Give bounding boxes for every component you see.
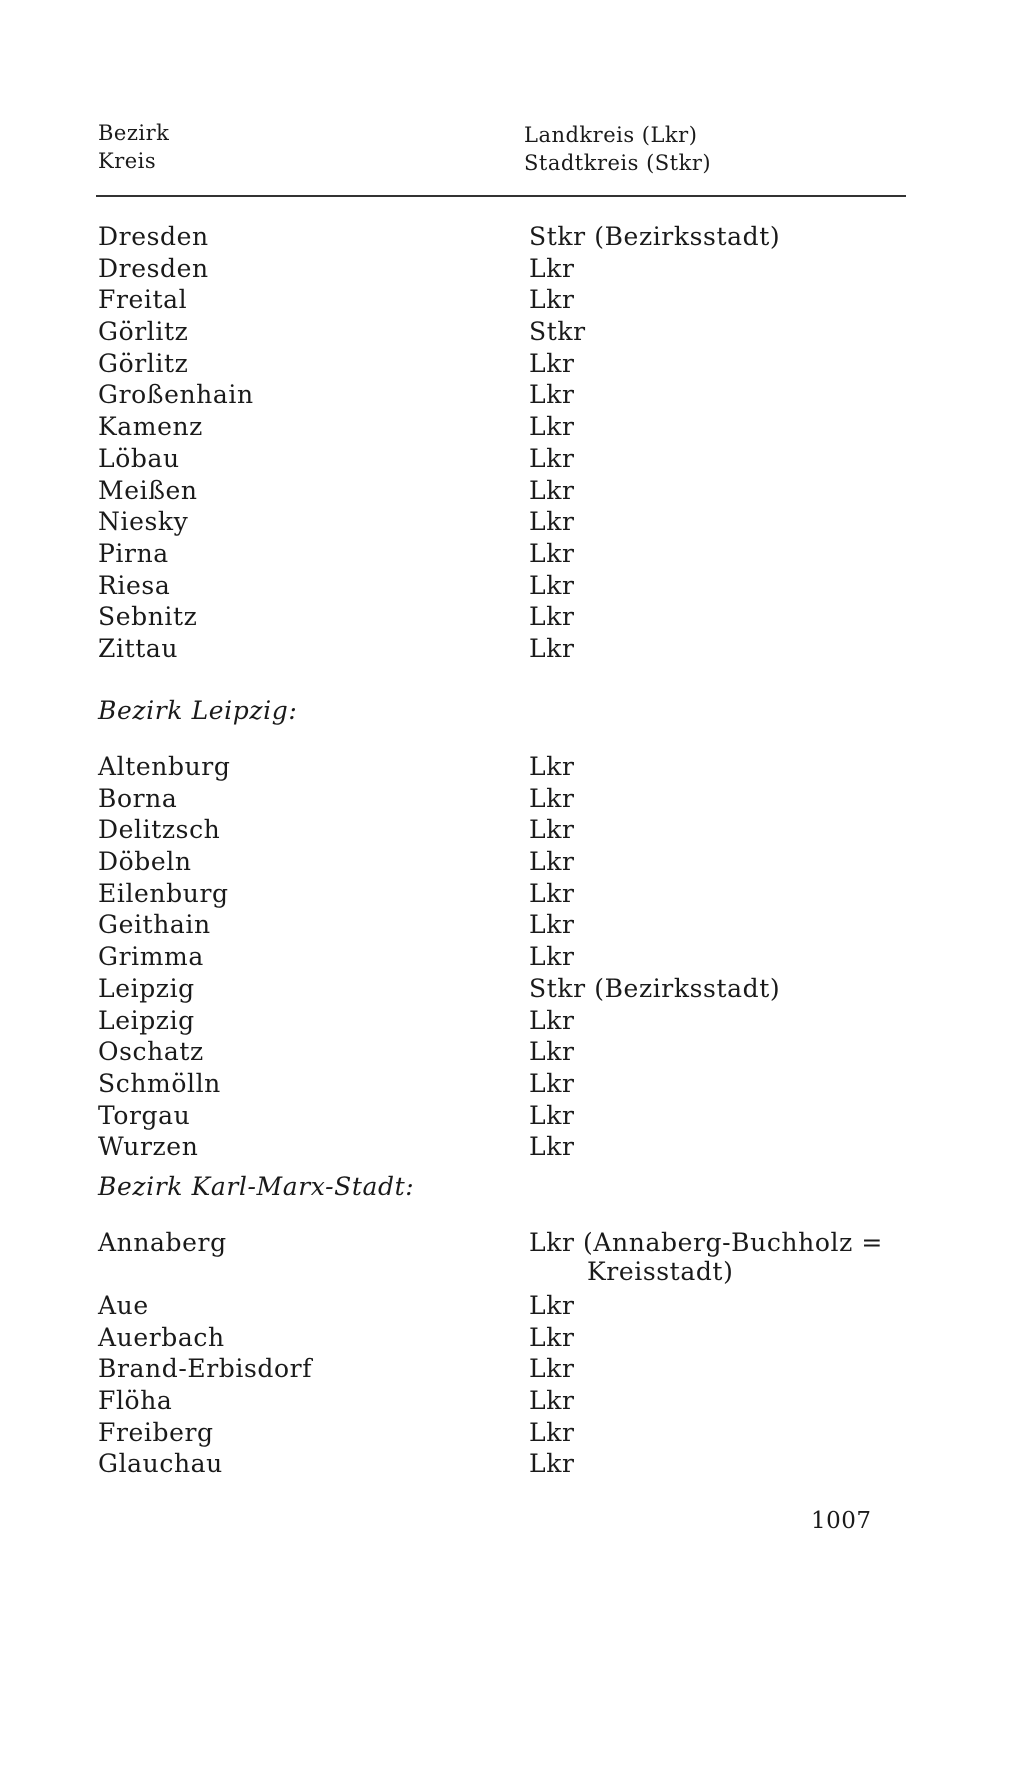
kreis-name: Freital: [98, 285, 188, 315]
page-number: 1007: [811, 1508, 872, 1534]
kreis-name: Löbau: [98, 443, 180, 473]
kreis-type: Lkr: [529, 1037, 575, 1067]
table-row: [92, 784, 912, 816]
kreis-name: Grimma: [98, 942, 204, 972]
kreis-type: Lkr: [529, 752, 575, 781]
kreis-name: Oschatz: [98, 1037, 204, 1067]
kreis-name: Niesky: [98, 507, 189, 537]
header-landkreis: Landkreis (Lkr): [524, 123, 698, 147]
kreis-name: Schmölln: [98, 1068, 221, 1098]
column-header-right: [524, 121, 711, 177]
kreis-name: Sebnitz: [98, 602, 198, 632]
kreis-type: Lkr: [529, 783, 575, 813]
kreis-type: Lkr: [529, 1100, 575, 1130]
table-row: [92, 815, 912, 847]
header-kreis: Kreis: [98, 149, 157, 173]
kreis-type: Lkr: [529, 1005, 575, 1035]
kreis-type: Lkr: [529, 348, 575, 378]
kreis-name: Freiberg: [98, 1417, 214, 1447]
kreis-name: Großenhain: [98, 380, 254, 410]
table-row: [92, 634, 912, 666]
table-row: [92, 1354, 912, 1386]
kreis-name: Görlitz: [98, 317, 189, 347]
kreis-type: Lkr: [529, 633, 575, 663]
kreis-name: Flöha: [98, 1386, 173, 1416]
kreis-type: Lkr: [529, 878, 575, 908]
kreis-type: Lkr: [529, 1291, 575, 1320]
kreis-name: Kamenz: [98, 412, 203, 442]
table-row: [92, 1323, 912, 1355]
kreis-type: [529, 1228, 883, 1286]
kreis-type: Lkr: [529, 1354, 575, 1384]
kreis-type: Lkr: [529, 1132, 575, 1162]
table-row: [92, 380, 912, 412]
kreis-name: Eilenburg: [98, 878, 229, 908]
table-row: [92, 974, 912, 1006]
section-karl-marx-stadt: [92, 1172, 912, 1481]
kreis-type: Lkr: [529, 942, 575, 972]
kreis-type: Lkr: [529, 538, 575, 568]
section-heading: Bezirk Leipzig:: [98, 696, 298, 725]
kreis-name: Aue: [98, 1291, 149, 1320]
kreis-type: Lkr: [529, 380, 575, 410]
kreis-name: Leipzig: [98, 973, 195, 1003]
kreis-name: Borna: [98, 783, 178, 813]
table-row: [92, 1037, 912, 1069]
section-leipzig: [92, 696, 912, 1164]
kreis-name: Geithain: [98, 910, 211, 940]
table-row: [92, 910, 912, 942]
kreis-name: Döbeln: [98, 847, 192, 877]
table-row: [92, 602, 912, 634]
table-row: [92, 222, 912, 254]
table-row: [92, 1132, 912, 1164]
table-row: [92, 1291, 912, 1323]
table-row: [92, 1386, 912, 1418]
kreis-name: Pirna: [98, 538, 169, 568]
header-bezirk: Bezirk: [98, 121, 170, 145]
kreis-name: Riesa: [98, 570, 171, 600]
kreis-name: Torgau: [98, 1100, 191, 1130]
table-row: [92, 571, 912, 603]
header-rule: [96, 195, 906, 197]
section-heading: Bezirk Karl-Marx-Stadt:: [98, 1172, 415, 1201]
table-row: [92, 752, 912, 784]
kreis-type: Lkr: [529, 443, 575, 473]
table-row: [92, 1228, 912, 1291]
kreis-name: Zittau: [98, 633, 179, 663]
kreis-name: Auerbach: [98, 1322, 225, 1352]
kreis-name: Glauchau: [98, 1449, 223, 1479]
kreis-type: Lkr: [529, 1386, 575, 1416]
kreis-type-line2: Kreisstadt): [587, 1257, 734, 1286]
kreis-type: Lkr: [529, 1068, 575, 1098]
kreis-type: Lkr: [529, 815, 575, 845]
table-row: [92, 349, 912, 381]
table-row: [92, 285, 912, 317]
kreis-name: Görlitz: [98, 348, 189, 378]
kreis-type: Stkr: [529, 317, 586, 347]
kreis-name: Dresden: [98, 222, 209, 251]
column-header-left: [98, 119, 169, 175]
table-row: [92, 1101, 912, 1133]
table-row: [92, 1449, 912, 1481]
table-row: [92, 539, 912, 571]
table-row: [92, 254, 912, 286]
kreis-type: Lkr: [529, 253, 575, 283]
kreis-name: Annaberg: [98, 1228, 227, 1257]
kreis-type-line1: Lkr (Annaberg-Buchholz =: [529, 1228, 883, 1257]
table-row: [92, 1006, 912, 1038]
kreis-type: Lkr: [529, 507, 575, 537]
kreis-type: Lkr: [529, 412, 575, 442]
table-row: [92, 879, 912, 911]
kreis-type: Lkr: [529, 602, 575, 632]
kreis-name: Brand-Erbisdorf: [98, 1354, 313, 1384]
table-row: [92, 1069, 912, 1101]
kreis-type: Lkr: [529, 475, 575, 505]
kreis-name: Dresden: [98, 253, 209, 283]
kreis-name: Wurzen: [98, 1132, 199, 1162]
kreis-type: Lkr: [529, 1449, 575, 1479]
table-row: [92, 444, 912, 476]
kreis-type: Lkr: [529, 1417, 575, 1447]
kreis-type: Lkr: [529, 1322, 575, 1352]
kreis-type: Lkr: [529, 847, 575, 877]
table-row: [92, 317, 912, 349]
kreis-name: Altenburg: [98, 752, 231, 781]
section-dresden: [92, 222, 912, 666]
kreis-type: Stkr (Bezirksstadt): [529, 973, 781, 1003]
table-row: [92, 1418, 912, 1450]
table-row: [92, 942, 912, 974]
kreis-type: Lkr: [529, 910, 575, 940]
kreis-type: Lkr: [529, 570, 575, 600]
kreis-name: Meißen: [98, 475, 198, 505]
kreis-name: Leipzig: [98, 1005, 195, 1035]
table-row: [92, 476, 912, 508]
kreis-name: Delitzsch: [98, 815, 221, 845]
kreis-type: Lkr: [529, 285, 575, 315]
table-row: [92, 412, 912, 444]
header-stadtkreis: Stadtkreis (Stkr): [524, 151, 712, 175]
table-row: [92, 507, 912, 539]
kreis-type: Stkr (Bezirksstadt): [529, 222, 781, 251]
table-row: [92, 847, 912, 879]
